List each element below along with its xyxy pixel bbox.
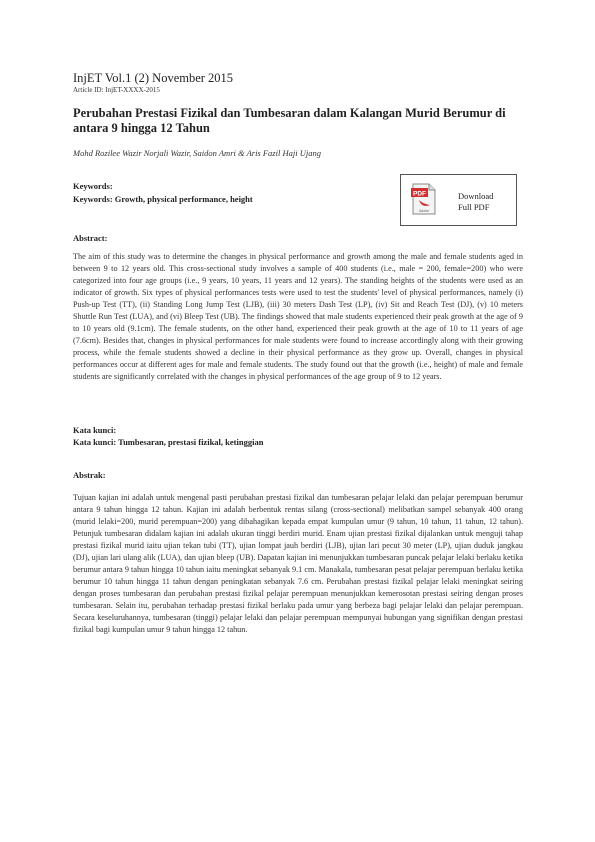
keywords-line: Keywords: Growth, physical performance, height (73, 194, 253, 204)
pdf-file-icon (411, 183, 437, 215)
kata-kunci-heading: Kata kunci: (73, 425, 117, 435)
kata-kunci-line: Kata kunci: Tumbesaran, prestasi fizikal, ketinggian (73, 437, 264, 447)
paper-title: Perubahan Prestasi Fizikal dan Tumbesaran dalam Kalangan Murid Berumur di antara 9 hingga 12 Tahun (73, 106, 506, 135)
download-line1: Download (458, 191, 494, 201)
article-id: Article ID: InjET-XXXX-2015 (73, 86, 160, 94)
pdf-icon-label: PDF (413, 190, 426, 198)
download-label (458, 191, 513, 213)
pdf-icon-sublabel: Adobe (418, 209, 430, 213)
abstract-heading: Abstract: (73, 233, 108, 243)
authors: Mohd Rozilee Wazir Norjali Wazir, Saidon Amri & Aris Fazil Haji Ujang (73, 148, 321, 158)
download-pdf-button[interactable] (400, 174, 517, 226)
abstrak-heading: Abstrak: (73, 470, 106, 480)
journal-header: InjET Vol.1 (2) November 2015 (73, 71, 234, 85)
download-line2: Full PDF (458, 202, 490, 212)
keywords-heading: Keywords: (73, 181, 113, 191)
abstract-text: The aim of this study was to determine the changes in physical performance and growth among the male and female students aged in between 9 to 12 years old. This cross-sectional study involves a sample of 400 students (i.e., male = 200, female=200) who were categorized into four age groups (i.e., 9 years, 10 years, 11 years and 12 years). The standing heights of the students were used as an indicator of growth. Six types of physical performances tests were used to test the students' level of physical performances, namely (i) Push-up Test (TT), (ii) Standing Long Jump Test (LJB), (iii) 30 meters Dash Test (LP), (iv) Sit and Reach Test (DJ), (v) 10 meters Shuttle Run Test (LUA), and (vi) Bleep Test (UB). The findings showed that male students experienced their peak growth at the age of 9 to 10 years old (9.1cm). The female students, on the other hand, experienced their peak growth at the age of 10 to 11 years of age (7.6cm). Besides that, changes in physical performances for male students were found to increase accordingly along with their growing process, while the female students showed a decline in their physical performance as they grow up. Overall, changes in physical performances occur at different ages for male and female students. The study found out that the growth (i.e., height) of male and female students are significantly correlated with the changes in physical performances of the age group of 9 to 12 years. (73, 252, 523, 381)
abstrak-text: Tujuan kajian ini adalah untuk mengenal pasti perubahan prestasi fizikal dan tumbesaran pelajar lelaki dan pelajar perempuan berumur antara 9 tahun hingga 12 tahun. Kajian ini adalah berbentuk rentas silang (cross-sectional) melibatkan sampel sebanyak 400 orang (murid lelaki=200, murid perempuan=200) yang dibahagikan kepada empat kumpulan umur (9 tahun, 10 tahun, 11 tahun, 12 tahun). Petunjuk tumbesaran didalam kajian ini adalah ukuran tinggi berdiri murid. Enam ujian prestasi fizikal dijalankan untuk menguji tahap prestasi fizikal murid iaitu ujian tekan tubi (TT), ujian lompat jauh berdiri (LJB), ujian lari pecut 30 meter (LP), ujian duduk jangkau (DJ), ujian lari ulang alik (LUA), dan ujian bleep (UB). Dapatan kajian ini menunjukkan tumbesaran puncak pelajar lelaki berlaku ketika berumur antara 9 tahun hingga 10 tahun iaitu meningkat sebanyak 9.1 cm. Manakala, tumbesaran pesat pelajar perempuan berlaku ketika berumur 10 tahun hingga 11 tahun dengan peningkatan sebanyak 7.6 cm. Perubahan prestasi fizikal pelajar lelaki meningkat seiring dengan proses tumbesaran dan perubahan prestasi fizikal pelajar perempuan menunjukkan kemerosotan prestasi seiring dengan proses tumbesaran. Selain itu, perubahan terhadap prestasi fizikal berlaku pada umur yang berbeza bagi pelajar lelaki dan pelajar perempuan. Secara keseluruhannya, tumbesaran (tinggi) pelajar lelaki dan pelajar perempuan mempunyai hubungan yang signifikan dengan prestasi fizikal bagi kumpulan umur 9 tahun hingga 12 tahun. (73, 493, 523, 634)
